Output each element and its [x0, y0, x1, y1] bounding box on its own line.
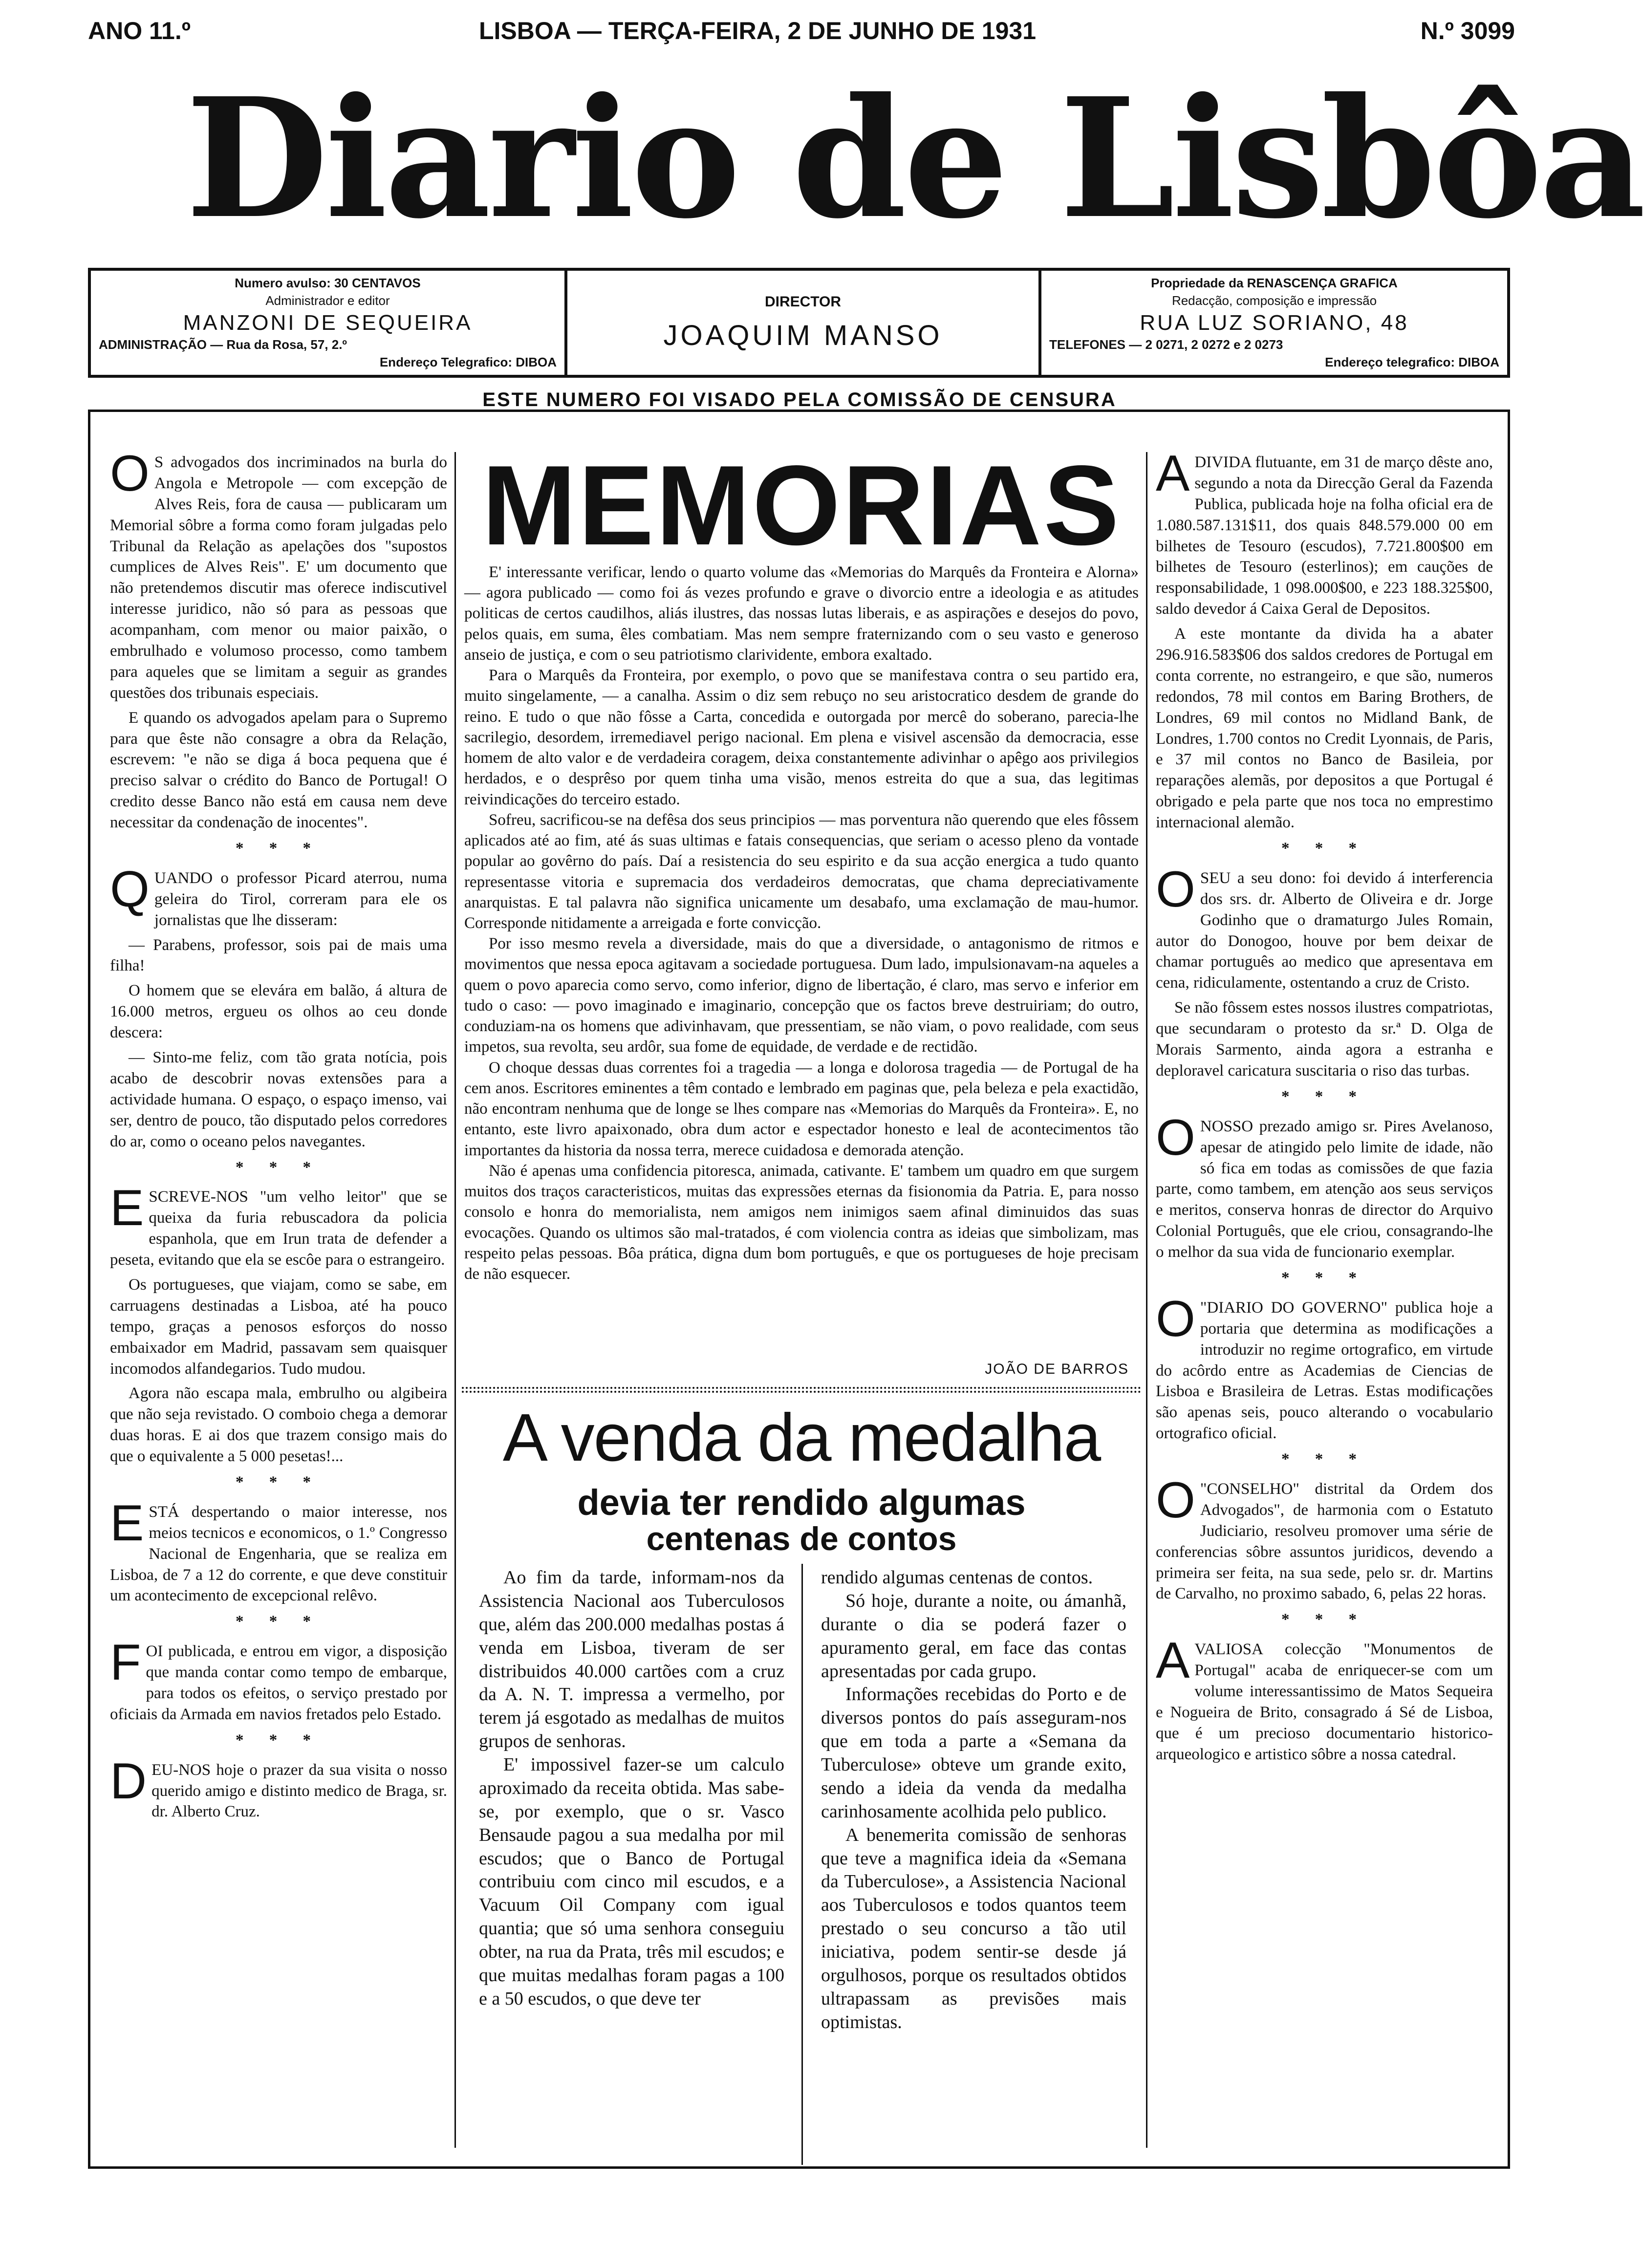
right-item-4 — [1156, 1290, 1493, 1444]
paragraph: Agora não escapa mala, embrulho ou algibeira que não seja revistado. O comboio chega a demorar duas horas. E ai dos que trazem consigo mais do que o equivalente a 5 000 pesetas!... — [110, 1384, 447, 1466]
director-label: DIRECTOR — [764, 294, 842, 310]
memorias-headline: MEMORIAS — [482, 442, 1121, 569]
venda-column-1 — [479, 1566, 784, 2011]
paragraph: SEU a seu dono: foi devido á interferencia dos srs. dr. Alberto de Oliveira e dr. Jorge Godinho que o dramaturgo Jules Romain, autor do Donogoo, houve por bem deixar de chamar português ao medico que apresentava em cena, ridiculamente, ostentando a cruz de Cristo. — [1156, 869, 1493, 992]
dateline: LISBOA — TERÇA-FEIRA, 2 DE JUNHO DE 1931 — [479, 17, 1037, 44]
dotted-divider — [462, 1387, 1141, 1393]
left-item-2 — [110, 861, 447, 1152]
telegraph-address: Endereço telegrafico: DIBOA — [1325, 355, 1499, 369]
column-rule-left — [454, 452, 456, 2148]
drop-cap: F — [110, 1634, 141, 1691]
info-property — [1041, 271, 1507, 375]
paragraph: — Sinto-me feliz, com tão grata notícia, pois acabo de descobrir novas extensões para a actividade humana. O espaço, o espaço imenso, vai ser, dentro de pouco, tão disputado pelos corredores do ar, como o oceano pelos navegantes. — [110, 1049, 447, 1150]
left-item-3 — [110, 1180, 447, 1467]
drop-cap: D — [110, 1752, 147, 1810]
paragraph: SCREVE-NOS "um velho leitor" que se queixa da furia rebuscadora da policia espanhola, que em Irun trata de defender a peseta, evitando que ela se escôe para o estrangeiro. — [110, 1188, 447, 1269]
paragraph: EU-NOS hoje o prazer da sua visita o nosso querido amigo e distinto medico de Braga, sr. dr. Alberto Cruz. — [151, 1761, 447, 1821]
admin-address: ADMINISTRAÇÃO — Rua da Rosa, 57, 2.º — [99, 337, 347, 352]
drop-cap: A — [1156, 445, 1190, 502]
drop-cap: O — [1156, 1471, 1195, 1529]
drop-cap: O — [110, 445, 150, 502]
stars-separator: * * * — [1281, 1450, 1367, 1469]
paragraph: Sofreu, sacrificou-se na defêsa dos seus principios — mas porventura não querendo que eles fôssem aplicados até ao fim, até ás suas ultimas e fatais consequencias, que seriam o acesso pleno da vontade popular ao govêrno do país. Daí a resistencia do seu espirito e da sua acção energica a tudo quanto representasse vitoria e supremacia dos verdadeiros democratas, que chama depreciativamente anarquistas. E tal palavra não significa unicamente um desabafo, uma exclamação de mau-humor. Corresponde nitidamente a arreigada e forte convicção. — [464, 811, 1139, 932]
paragraph: "DIARIO DO GOVERNO" publica hoje a portaria que determina as modificações a introduzir no regime ortografico, em virtude do acôrdo entre as Academias de Ciencias de Lisboa e Brasileira de Letras. Estas modificações são apenas seis, pouco alterando o vocabulario ortografico oficial. — [1156, 1298, 1493, 1443]
paragraph: UANDO o professor Picard aterrou, numa geleira do Tirol, correram para ele os jornalistas que lhe disseram: — [154, 869, 447, 929]
paragraph: A benemerita comissão de senhoras que teve a magnifica ideia da «Semana da Tuberculose», a Assistencia Nacional aos Tuberculosos e todos quantos teem prestado o seu concurso a tão util iniciativa, podem sentir-se desde já orgulhosos, porque os resultados obtidos ultrapassam as previsões mais optimistas. — [821, 1824, 1126, 2032]
drop-cap: E — [110, 1494, 144, 1552]
memorias-article — [464, 562, 1139, 1284]
paragraph: rendido algumas centenas de contos. — [821, 1567, 1093, 1588]
year-label: ANO 11.º — [88, 17, 191, 44]
paragraph: "CONSELHO" distrital da Ordem dos Advogados", de harmonia com o Estatuto Judiciario, resolveu promover uma série de conferencias sôbre assuntos juridicos, devendo a primeira ser feita, na sua sede, pelo sr. dr. Martins de Carvalho, no proximo sabado, 6, pelas 22 horas. — [1156, 1480, 1493, 1603]
info-box — [88, 268, 1510, 378]
paragraph: E quando os advogados apelam para o Supremo para que êste não consagre a obra da Relação, escrevem: "e não se diga á boca pequena que é preciso salvar o crédito do Banco de Portugal! O credito desse Banco não está em causa nem deve necessitar da condenação de inocentes". — [110, 709, 447, 832]
left-item-4 — [110, 1494, 447, 1606]
drop-cap: Q — [110, 861, 150, 918]
venda-headline: A venda da medalha — [502, 1400, 1101, 1475]
censorship-notice: ESTE NUMERO FOI VISADO PELA COMISSÃO DE CENSURA — [482, 389, 1117, 410]
paragraph: S advogados dos incriminados na burla do Angola e Metropole — com excepção de Alves Reis, fora de causa — publicaram um Memorial sôbre a forma como foram julgadas pelo Tribunal da Relação as apelações dos "supostos cumplices de Alves Reis". E' um documento que não pretendemos discutir mas oferece indiscutivel interesse juridico, não só para as pessoas que acompanham, com menor ou maior paixão, o embrulhado e volumoso processo, como tambem para aqueles que se limitam a seguir as grandes questões dos tribunais especiais. — [110, 454, 447, 702]
venda-subhead-1: devia ter rendido algumas — [577, 1482, 1026, 1523]
stars-separator: * * * — [236, 1613, 322, 1631]
stars-separator: * * * — [1281, 1269, 1367, 1287]
right-item-5 — [1156, 1471, 1493, 1604]
paragraph: Não é apenas uma confidencia pitoresca, animada, cativante. E' tambem um quadro em que surgem muitos dos traços caracteristicos, muitas das expressões eternas da fisionomia da Patria. E, para nosso consolo e honra do memorialista, nem amigos nem inimigos saem afinal diminuidos das suas evocações. Quando os ultimos são mal-tratados, é com violencia contra as ideias que simbolizam, mas respeito pelas pessoas. Bôa prática, digna dum bom português, e que os portugueses de hoje precisam de não esquecer. — [464, 1162, 1139, 1283]
stars-separator: * * * — [236, 1158, 322, 1176]
stars-separator: * * * — [1281, 840, 1367, 858]
paragraph: A este montante da divida ha a abater 296.916.583$06 dos saldos credores de Portugal em conta corrente, no estrangeiro, e que são, numeros redondos, 78 mil contos em Baring Brothers, de Londres, 69 mil contos no Midland Bank, de Londres, 1.700 contos no Credit Lyonnais, de Paris, e 37 mil contos no Banco de Basileia, por reparações alemãs, por depositos a que Portugal é obrigado e pela parte que nos toca no emprestimo internacional alemão. — [1156, 625, 1493, 832]
right-item-6 — [1156, 1632, 1493, 1765]
paragraph: OI publicada, e entrou em vigor, a disposição que manda contar como tempo de embarque, para todos os efeitos, o serviço prestado por oficiais da Armada em navios fretados pelo Estado. — [110, 1642, 447, 1723]
drop-cap: O — [1156, 1109, 1195, 1166]
paragraph: Só hoje, durante a noite, ou ámanhã, durante o dia se poderá fazer o apuramento geral, em face das contas apresentadas por cada grupo. — [821, 1590, 1126, 1682]
stars-separator: * * * — [236, 1731, 322, 1749]
paragraph: E' impossivel fazer-se um calculo aproximado da receita obtida. Mas sabe-se, por exemplo, que o sr. Vasco Bensaude pagou a sua medalha por mil escudos; que o Banco de Portugal contribuiu com cinco mil escudos, e a Vacuum Oil Company com igual quantia; que só uma senhora conseguiu obter, na rua da Prata, três mil escudos; e que muitas medalhas foram pagas a 100 e a 50 escudos, o que deve ter — [479, 1754, 784, 2009]
right-item-2 — [1156, 861, 1493, 1081]
left-column — [110, 445, 447, 2148]
stars-separator: * * * — [236, 840, 322, 858]
info-director — [567, 271, 1041, 375]
paragraph: O homem que se elevára em balão, á altura de 16.000 metros, ergueu os olhos ao ceu donde descera: — [110, 982, 447, 1042]
venda-subhead-2: centenas de contos — [646, 1520, 957, 1557]
stars-separator: * * * — [1281, 1611, 1367, 1629]
drop-cap: O — [1156, 861, 1195, 918]
right-item-1 — [1156, 445, 1493, 833]
admin-name: MANZONI DE SEQUEIRA — [183, 310, 473, 335]
left-item-5 — [110, 1634, 447, 1725]
paragraph: E' interessante verificar, lendo o quarto volume das «Memorias do Marquês da Fronteira e Alorna» — agora publicado — como foi ás vezes profundo e grave o divorcio entre a ideologia e as atitudes politicas de certos caudilhos, aliás ilustres, das nossas lutas liberais, e as aspirações e desejos do povo, pelos quais, em suma, êles combatiam. Mas nem sempre fraternizando com o seu vasto e generoso anseio de justiça, e com o seu patriotismo clarividente, embora exaltado. — [464, 563, 1139, 664]
paragraph: Para o Marquês da Fronteira, por exemplo, o povo que se manifestava contra o seu partido era, muito singelamente, — a canalha. Assim o diz sem rebuço no seu aristocratico desdem de grande do reino. E tudo o que não fôsse a Carta, concedida e outorgada por mercê do soberano, parecia-lhe sacrilegio, desordem, irremediavel perigo nacional. Em plena e visivel ascensão da democracia, esse homem de alto valor e de verdadeira coragem, deixa constantemente adivinhar o apêgo aos privilegios herdados, e o desprêso por quem tinha uma visão, menos estreita do que a sua, das legitimas reivindicações do terceiro estado. — [464, 667, 1139, 808]
stars-separator: * * * — [1281, 1087, 1367, 1105]
masthead-title: Diario de Lisbôa — [186, 63, 1643, 255]
paragraph: O choque dessas duas correntes foi a tragedia — a longa e dolorosa tragedia — de Portugal de ha cem anos. Escritores eminentes a têm contado e lembrado em paginas que, pela beleza e pela exactidão, não encontram nenhuma que de longe se lhes compare nas «Memorias do Marquês da Fronteira». E, no entanto, este livro apaixonado, obra dum actor e espectador honesto e leal de acontecimentos tão importantes da historia da nossa terra, merece cuidadosa e demorada atenção. — [464, 1058, 1139, 1159]
paragraph: DIVIDA flutuante, em 31 de março dêste ano, segundo a nota da Direcção Geral da Fazenda Publica, publicada hoje na folha oficial era de 1.080.587.131$11, dos quais 848.579.000 00 em bilhetes de Tesouro (escudos), 7.721.800$00 em bilhetes de Tesouro (esterlinos); em cauções de responsabilidade, 1 098.000$00, e 223 188.325$00, saldo devedor á Caixa Geral de Depositos. — [1156, 454, 1493, 618]
info-administration — [91, 271, 567, 375]
paragraph: Os portugueses, que viajam, como se sabe, em carruagens destinadas a Lisboa, até ha pouco tempo, graças a penosos esforços do nosso embaixador em Madrid, passavam sem quaisquer incomodos alfandegarios. Tudo mudou. — [110, 1275, 447, 1378]
stars-separator: * * * — [236, 1473, 322, 1491]
redaction-address: RUA LUZ SORIANO, 48 — [1140, 310, 1409, 335]
drop-cap: O — [1156, 1290, 1195, 1347]
phones: TELEFONES — 2 0271, 2 0272 e 2 0273 — [1049, 337, 1283, 352]
drop-cap: A — [1156, 1632, 1190, 1689]
dateline-bar — [88, 17, 1515, 56]
paragraph: Por isso mesmo revela a diversidade, mais do que a diversidade, o antagonismo de ritmos e movimentos que nessa epoca agitavam a sociedade portuguesa. Dum lado, impulsionavam-na aqueles a quem o povo aparecia como servo, como inferior, digno de libertação, é claro, mas servo e inferior em tudo o caso: — povo imaginado e imaginario, concepção que os factos breve destruiriam; do outro, conduziam-na os homens que adivinhavam, que pressentiam, se não viam, o povo realidade, com seus impetos, sua revolta, seu ardôr, sua fome de equidade, de verdade e de rectidão. — [464, 935, 1139, 1056]
column-rule-right — [1146, 452, 1147, 2148]
paragraph: NOSSO prezado amigo sr. Pires Avelanoso, apesar de atingido pelo limite de idade, não só fica em todas as comissões de que fazia parte, como tambem, em atenção aos seus serviços e meritos, conserva honras de director do Arquivo Colonial Português, que ele criou, consagrando-lhe o melhor da sua vida de funcionario exemplar. — [1156, 1117, 1493, 1261]
property-label: Propriedade da RENASCENÇA GRAFICA — [1151, 276, 1398, 290]
drop-cap: E — [110, 1180, 144, 1237]
director-name: JOAQUIM MANSO — [663, 320, 943, 351]
paragraph: Ao fim da tarde, informam-nos da Assistencia Nacional aos Tuberculosos que, além das 200.000 medalhas postas á venda em Lisboa, tiveram de ser distribuidos 40.000 cartões com a cruz da A. N. T. impressa a vermelho, por terem já esgotado as medalhas de muitos grupos de senhoras. — [479, 1567, 784, 1752]
paragraph: STÁ despertando o maior interesse, nos meios tecnicos e economicos, o 1.º Congresso Nacional de Engenharia, que se realiza em Lisboa, de 7 a 12 do corrente, e que deve constituir um acontecimento de excepcional relêvo. — [110, 1503, 447, 1605]
price-label: Numero avulso: 30 CENTAVOS — [235, 276, 421, 290]
admin-telegraph: Endereço Telegrafico: DIBOA — [379, 355, 557, 369]
left-item-6 — [110, 1752, 447, 1823]
memorias-author: JOÃO DE BARROS — [985, 1361, 1129, 1377]
venda-column-2 — [821, 1566, 1126, 2034]
right-item-3 — [1156, 1109, 1493, 1263]
paragraph: — Parabens, professor, sois pai de mais uma filha! — [110, 936, 447, 975]
redaction-label: Redacção, composição e impressão — [1171, 293, 1377, 308]
paragraph: Informações recebidas do Porto e de diversos pontos do país asseguram-nos que em toda a parte a «Semana da Tuberculose» obteve um grande exito, sendo a ideia da venda da medalha carinhosamente acolhida pelo publico. — [821, 1684, 1126, 1822]
admin-label: Administrador e editor — [265, 293, 390, 308]
left-item-1 — [110, 445, 447, 833]
issue-number: N.º 3099 — [1420, 17, 1515, 44]
paragraph: VALIOSA colecção "Monumentos de Portugal" acaba de enriquecer-se com um volume interessantissimo de Matos Sequeira e Nogueira de Brito, consagrado á Sé de Lisboa, que é um precioso documentario historico-arqueologico e artistico sôbre a nossa catedral. — [1156, 1641, 1493, 1763]
right-column — [1156, 445, 1493, 2148]
paragraph: Se não fôssem estes nossos ilustres compatriotas, que secundaram o protesto da sr.ª D. Olga de Morais Sarmento, ainda agora a estranha e deploravel caricatura suscitaria o riso das turbas. — [1156, 999, 1493, 1080]
venda-column-rule — [801, 1564, 803, 2165]
